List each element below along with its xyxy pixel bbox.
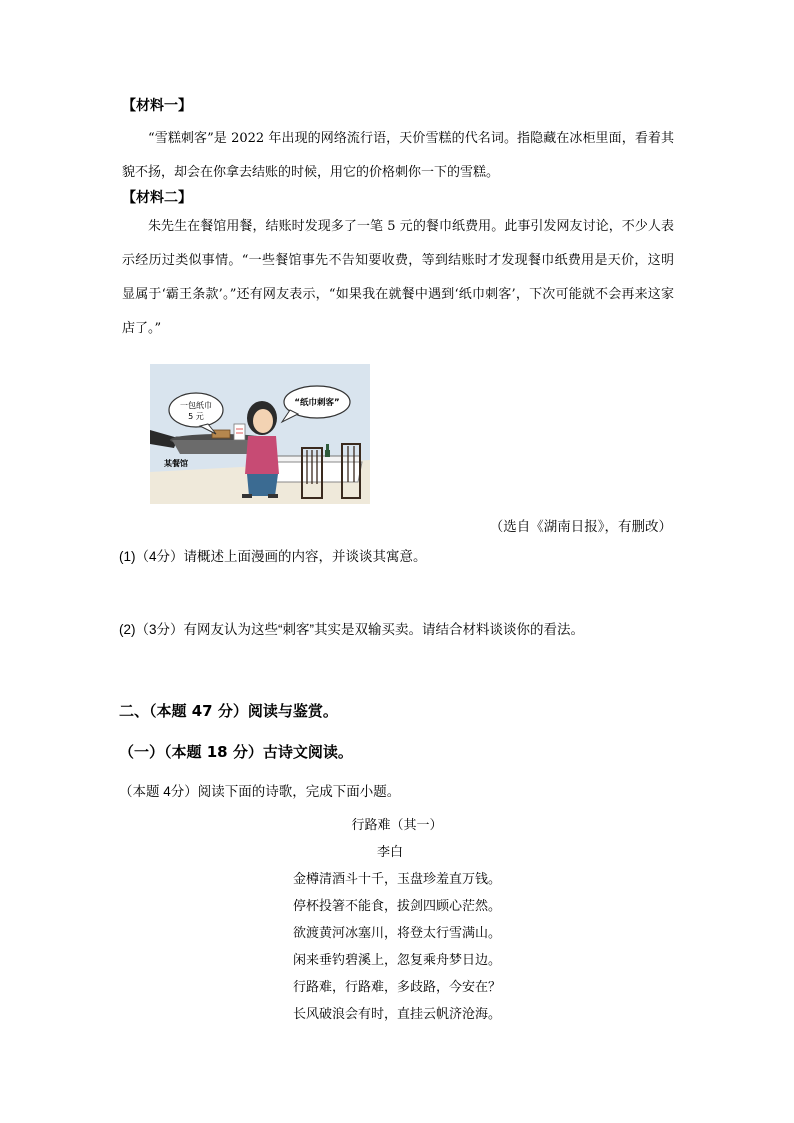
comic-illustration bbox=[150, 364, 370, 504]
poem-line: 欲渡黄河冰塞川，将登太行雪满山。 bbox=[292, 926, 501, 941]
comic-bubble-right: “纸巾刺客” bbox=[294, 398, 340, 408]
material1-text: “雪糕刺客”是 2022 年出现的网络流行语，天价雪糕的代名词。指隐藏在冰柜里面，看着其貌不扬，却会在你拿去结账的时候，用它的价格刺你一下的雪糕。 bbox=[122, 131, 674, 180]
material1-heading: 【材料一】 bbox=[122, 98, 192, 114]
comic-bubble-left-line2: 5 元 bbox=[188, 412, 204, 421]
poem-author: 李白 bbox=[376, 845, 403, 860]
poem-title: 行路难（其一） bbox=[351, 818, 443, 833]
comic-sign: 某餐馆 bbox=[164, 459, 188, 468]
poem-line: 行路难，行路难，多歧路，今安在？ bbox=[292, 980, 501, 995]
question-1: (1)（4分）请概述上面漫画的内容，并谈谈其寓意。 bbox=[119, 549, 427, 564]
comic-bubble-left-line1: 一包纸巾 bbox=[180, 401, 212, 410]
material2-text: 朱先生在餐馆用餐，结账时发现多了一笔 5 元的餐巾纸费用。此事引发网友讨论，不少人表示经历过类似事情。“一些餐馆事先不告知要收费，等到结账时才发现餐巾纸费用是天价，这明显属于‘霸王条款’。”还有网友表示，“如果我在就餐中遇到‘纸巾刺客’，下次可能就不会再来这家店了。” bbox=[122, 219, 674, 336]
poem-line: 停杯投箸不能食，拔剑四顾心茫然。 bbox=[292, 899, 501, 914]
section2-title: 二、（本题 47 分）阅读与鉴赏。 bbox=[119, 702, 338, 720]
poem-line: 闲来垂钓碧溪上，忽复乘舟梦日边。 bbox=[292, 953, 501, 968]
section2-sub1: （一）（本题 18 分）古诗文阅读。 bbox=[119, 743, 353, 761]
source-citation: （选自《湖南日报》，有删改） bbox=[489, 519, 672, 534]
poem-line: 金樽清酒斗十千，玉盘珍羞直万钱。 bbox=[292, 872, 501, 887]
poem-line: 长风破浪会有时，直挂云帆济沧海。 bbox=[292, 1007, 501, 1022]
question-2: (2)（3分）有网友认为这些“刺客”其实是双输买卖。请结合材料谈谈你的看法。 bbox=[119, 622, 584, 637]
section2-instruction: （本题 4分）阅读下面的诗歌，完成下面小题。 bbox=[119, 784, 401, 799]
material2-heading: 【材料二】 bbox=[122, 190, 192, 206]
